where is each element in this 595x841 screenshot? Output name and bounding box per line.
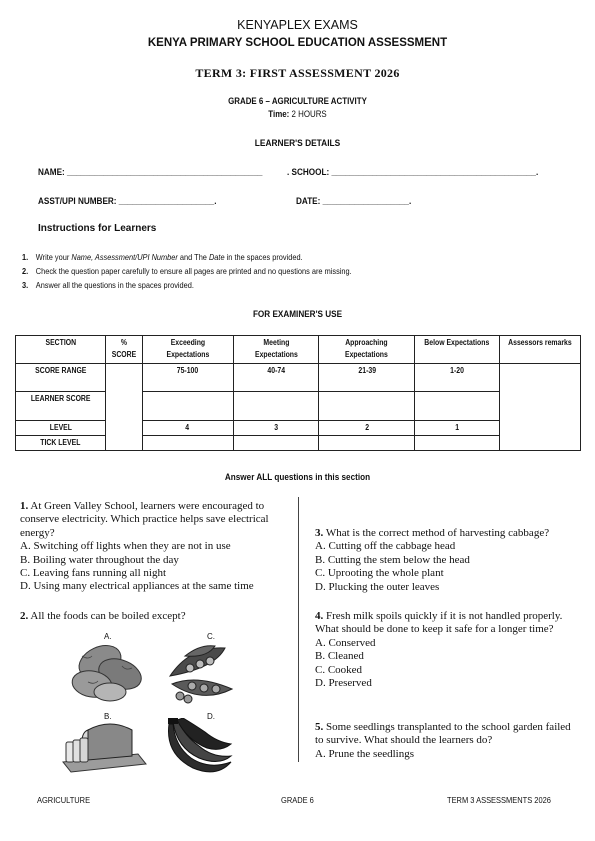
learner-score-cell[interactable] [319,392,415,421]
question-3 [315,527,585,594]
table-header-cell: Exceeding Expectations [142,336,233,364]
row-label: SCORE RANGE [16,364,106,392]
option-d[interactable]: D. Using many electrical appliances at the same time [20,580,254,593]
question-stem: 4. Fresh milk spoils quickly if it is not handled properly. What should be done to keep it safe for a longer time? [315,610,563,636]
table-header-row [16,336,581,364]
table-cell: 1 [415,421,500,436]
examiner-heading: FOR EXAMINER'S USE [252,309,343,320]
school-field[interactable]: . SCHOOL: _____________________________________________. [287,167,539,178]
option-label-d: D. [207,712,215,721]
term-title: TERM 3: FIRST ASSESSMENT 2026 [195,66,400,80]
option-b[interactable]: B. Cleaned [315,650,364,663]
tick-level-cell[interactable] [142,436,233,451]
option-c[interactable]: C. Uprooting the whole plant [315,567,444,580]
instruction-number: 2. [22,266,29,276]
instruction-text: Write your [35,252,72,262]
table-cell: 40-74 [233,364,319,392]
option-label-b: B. [104,712,112,721]
question-5 [315,721,577,761]
instruction-text: in the spaces provided. [224,252,303,262]
option-d[interactable]: D. Preserved [315,677,372,690]
option-c[interactable]: C. Cooked [315,663,363,676]
question-1 [20,500,290,594]
learner-score-cell[interactable] [233,392,319,421]
option-a[interactable]: A. Switching off lights when they are not in use [20,540,231,553]
table-header-cell: Below Expectations [415,336,500,364]
option-a[interactable]: A. Prune the seedlings [315,747,414,760]
question-stem: 1. At Green Valley School, learners were encouraged to conserve electricity. Which practice helps save electrical energy? [20,500,269,539]
tick-level-cell[interactable] [415,436,500,451]
exam-provider: KENYAPLEX EXAMS [237,18,358,32]
footer-grade: GRADE 6 [281,795,314,805]
option-c[interactable]: C. Leaving fans running all night [20,567,167,580]
question-stem: 3. What is the correct method of harvesting cabbage? [315,527,550,539]
instruction-emphasis: Date [208,252,225,262]
table-header-cell: Meeting Expectations [233,336,319,364]
table-header-cell: Approaching Expectations [319,336,415,364]
table-cell: 3 [233,421,319,436]
name-field[interactable]: NAME: ___________________________________________ [38,167,263,178]
instruction-emphasis: Name, Assessment/UPI Number [71,252,178,262]
option-label-a: A. [104,632,112,641]
row-label: LEARNER SCORE [16,392,106,421]
option-b[interactable]: B. Boiling water throughout the day [20,553,179,566]
learner-details-heading: LEARNER'S DETAILS [254,138,341,149]
column-divider [298,497,299,762]
table-cell: 4 [142,421,233,436]
row-label: TICK LEVEL [16,436,106,451]
row-label: LEVEL [16,421,106,436]
instruction-item-3 [22,280,194,290]
instruction-item-2 [22,266,352,276]
instruction-text: Check the question paper carefully to ensure all pages are printed and no questions are missing. [35,266,352,276]
instruction-item-1 [22,252,303,262]
tick-level-cell[interactable] [319,436,415,451]
grade-activity: GRADE 6 – AGRICULTURE ACTIVITY [228,96,367,106]
percent-score-cell[interactable] [105,364,142,451]
instruction-text: Answer all the questions in the spaces provided. [35,280,194,290]
tick-level-cell[interactable] [233,436,319,451]
option-a[interactable]: A. Cutting off the cabbage head [315,540,456,553]
instructions-title: Instructions for Learners [38,223,157,234]
time-label: Time: [268,109,290,119]
peas-image[interactable] [160,636,240,706]
table-row [16,436,581,451]
bread-image[interactable] [58,718,148,774]
table-row [16,392,581,421]
asst-upi-field[interactable]: ASST/UPI NUMBER: _____________________. [38,196,217,207]
footer-term: TERM 3 ASSESSMENTS 2026 [447,795,551,805]
instruction-number: 1. [22,252,29,262]
question-4 [315,610,577,690]
option-d[interactable]: D. Plucking the outer leaves [315,580,440,593]
question-stem: 2. All the foods can be boiled except? [20,610,186,622]
sweet-potatoes-image[interactable] [62,636,152,706]
table-row [16,364,581,392]
table-header-cell: % SCORE [105,336,142,364]
table-row [16,421,581,436]
date-field[interactable]: DATE: ___________________. [296,196,412,207]
section-instruction: Answer ALL questions in this section [224,472,371,483]
table-cell: 21-39 [319,364,415,392]
option-b[interactable]: B. Cutting the stem below the head [315,553,470,566]
learner-score-cell[interactable] [142,392,233,421]
table-cell: 1-20 [415,364,500,392]
table-cell: 75-100 [142,364,233,392]
instruction-text: and The [177,252,209,262]
bananas-image[interactable] [163,718,235,776]
assessors-remarks-cell[interactable] [500,364,581,451]
footer-subject: AGRICULTURE [37,795,91,805]
learner-score-cell[interactable] [415,392,500,421]
question-2 [20,610,290,623]
option-label-c: C. [207,632,215,641]
option-a[interactable]: A. Conserved [315,636,376,649]
table-cell: 2 [319,421,415,436]
table-header-cell: SECTION [16,336,106,364]
time-value: 2 HOURS [291,109,327,119]
time-line [36,109,560,119]
assessment-title: KENYA PRIMARY SCHOOL EDUCATION ASSESSMENT [147,37,448,49]
table-header-cell: Assessors remarks [500,336,581,364]
examiner-table [15,335,581,451]
question-stem: 5. Some seedlings transplanted to the school garden failed to survive. What should the learners do? [315,721,571,747]
instruction-number: 3. [22,280,29,290]
